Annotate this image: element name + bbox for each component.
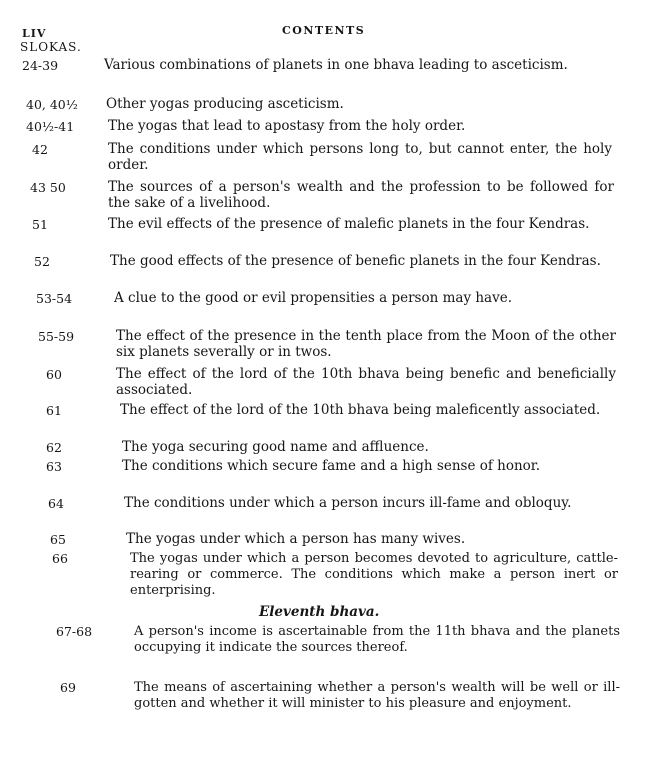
sloka-number: 65 <box>50 532 66 547</box>
entry-description: The conditions under which a person incurs ill-fame and obloquy. <box>124 495 572 511</box>
entry-description: A person's income is ascertainable from the 11th bhava and the planets occupying it indicate the sources thereof. <box>134 624 620 655</box>
sloka-number: 69 <box>60 680 76 695</box>
sloka-number: 62 <box>46 440 62 455</box>
sloka-number: 63 <box>46 459 62 474</box>
section-heading: Eleventh bhava. <box>259 604 380 620</box>
entry-description: The yoga securing good name and affluence. <box>122 439 429 455</box>
sloka-number: 43 50 <box>30 180 66 195</box>
entry-description: The conditions which secure fame and a high sense of honor. <box>122 458 541 474</box>
entry-description: Other yogas producing asceticism. <box>106 96 344 112</box>
sloka-number: 67-68 <box>56 624 93 639</box>
sloka-number: 53-54 <box>36 291 73 306</box>
sloka-number: 61 <box>46 403 62 418</box>
sloka-number: 66 <box>52 551 68 566</box>
entry-description: The conditions under which persons long to, but cannot enter, the holy order. <box>108 141 612 173</box>
entry-description: The effect of the presence in the tenth place from the Moon of the other six planets severally or in twos. <box>116 328 616 360</box>
entry-description: Various combinations of planets in one bhava leading to asceticism. <box>104 57 568 73</box>
sloka-number: 24-39 <box>22 58 59 73</box>
entry-description: The effect of the lord of the 10th bhava being maleficently associated. <box>120 402 601 418</box>
running-head: CONTENTS <box>282 24 366 37</box>
entry-description: The effect of the lord of the 10th bhava being benefic and beneficially associated. <box>116 366 616 398</box>
page-number: LIV <box>22 27 47 40</box>
entry-description: The evil effects of the presence of malefic planets in the four Kendras. <box>108 216 590 232</box>
sloka-number: 52 <box>34 254 50 269</box>
sloka-number: 64 <box>48 496 64 511</box>
entry-description: The yogas that lead to apostasy from the holy order. <box>108 118 466 134</box>
sloka-number: 42 <box>32 142 48 157</box>
sloka-number: 40, 40½ <box>26 97 78 112</box>
slokas-column-heading: SLOKAS. <box>20 40 82 54</box>
sloka-number: 55-59 <box>38 329 75 344</box>
sloka-number: 60 <box>46 367 62 382</box>
entry-description: The good effects of the presence of benefic planets in the four Kendras. <box>110 253 601 269</box>
entry-description: The means of ascertaining whether a person's wealth will be well or ill-gotten and whether it will minister to his pleasure and enjoyment. <box>134 680 620 711</box>
sloka-number: 51 <box>32 217 48 232</box>
entry-description: The sources of a person's wealth and the profession to be followed for the sake of a livelihood. <box>108 179 614 211</box>
entry-description: A clue to the good or evil propensities a person may have. <box>114 290 513 306</box>
entry-description: The yogas under which a person becomes devoted to agriculture, cattle-rearing or commerce. The conditions which make a person inert or enterprising. <box>130 551 618 598</box>
entry-description: The yogas under which a person has many wives. <box>126 531 466 547</box>
sloka-number: 40½-41 <box>26 119 75 134</box>
